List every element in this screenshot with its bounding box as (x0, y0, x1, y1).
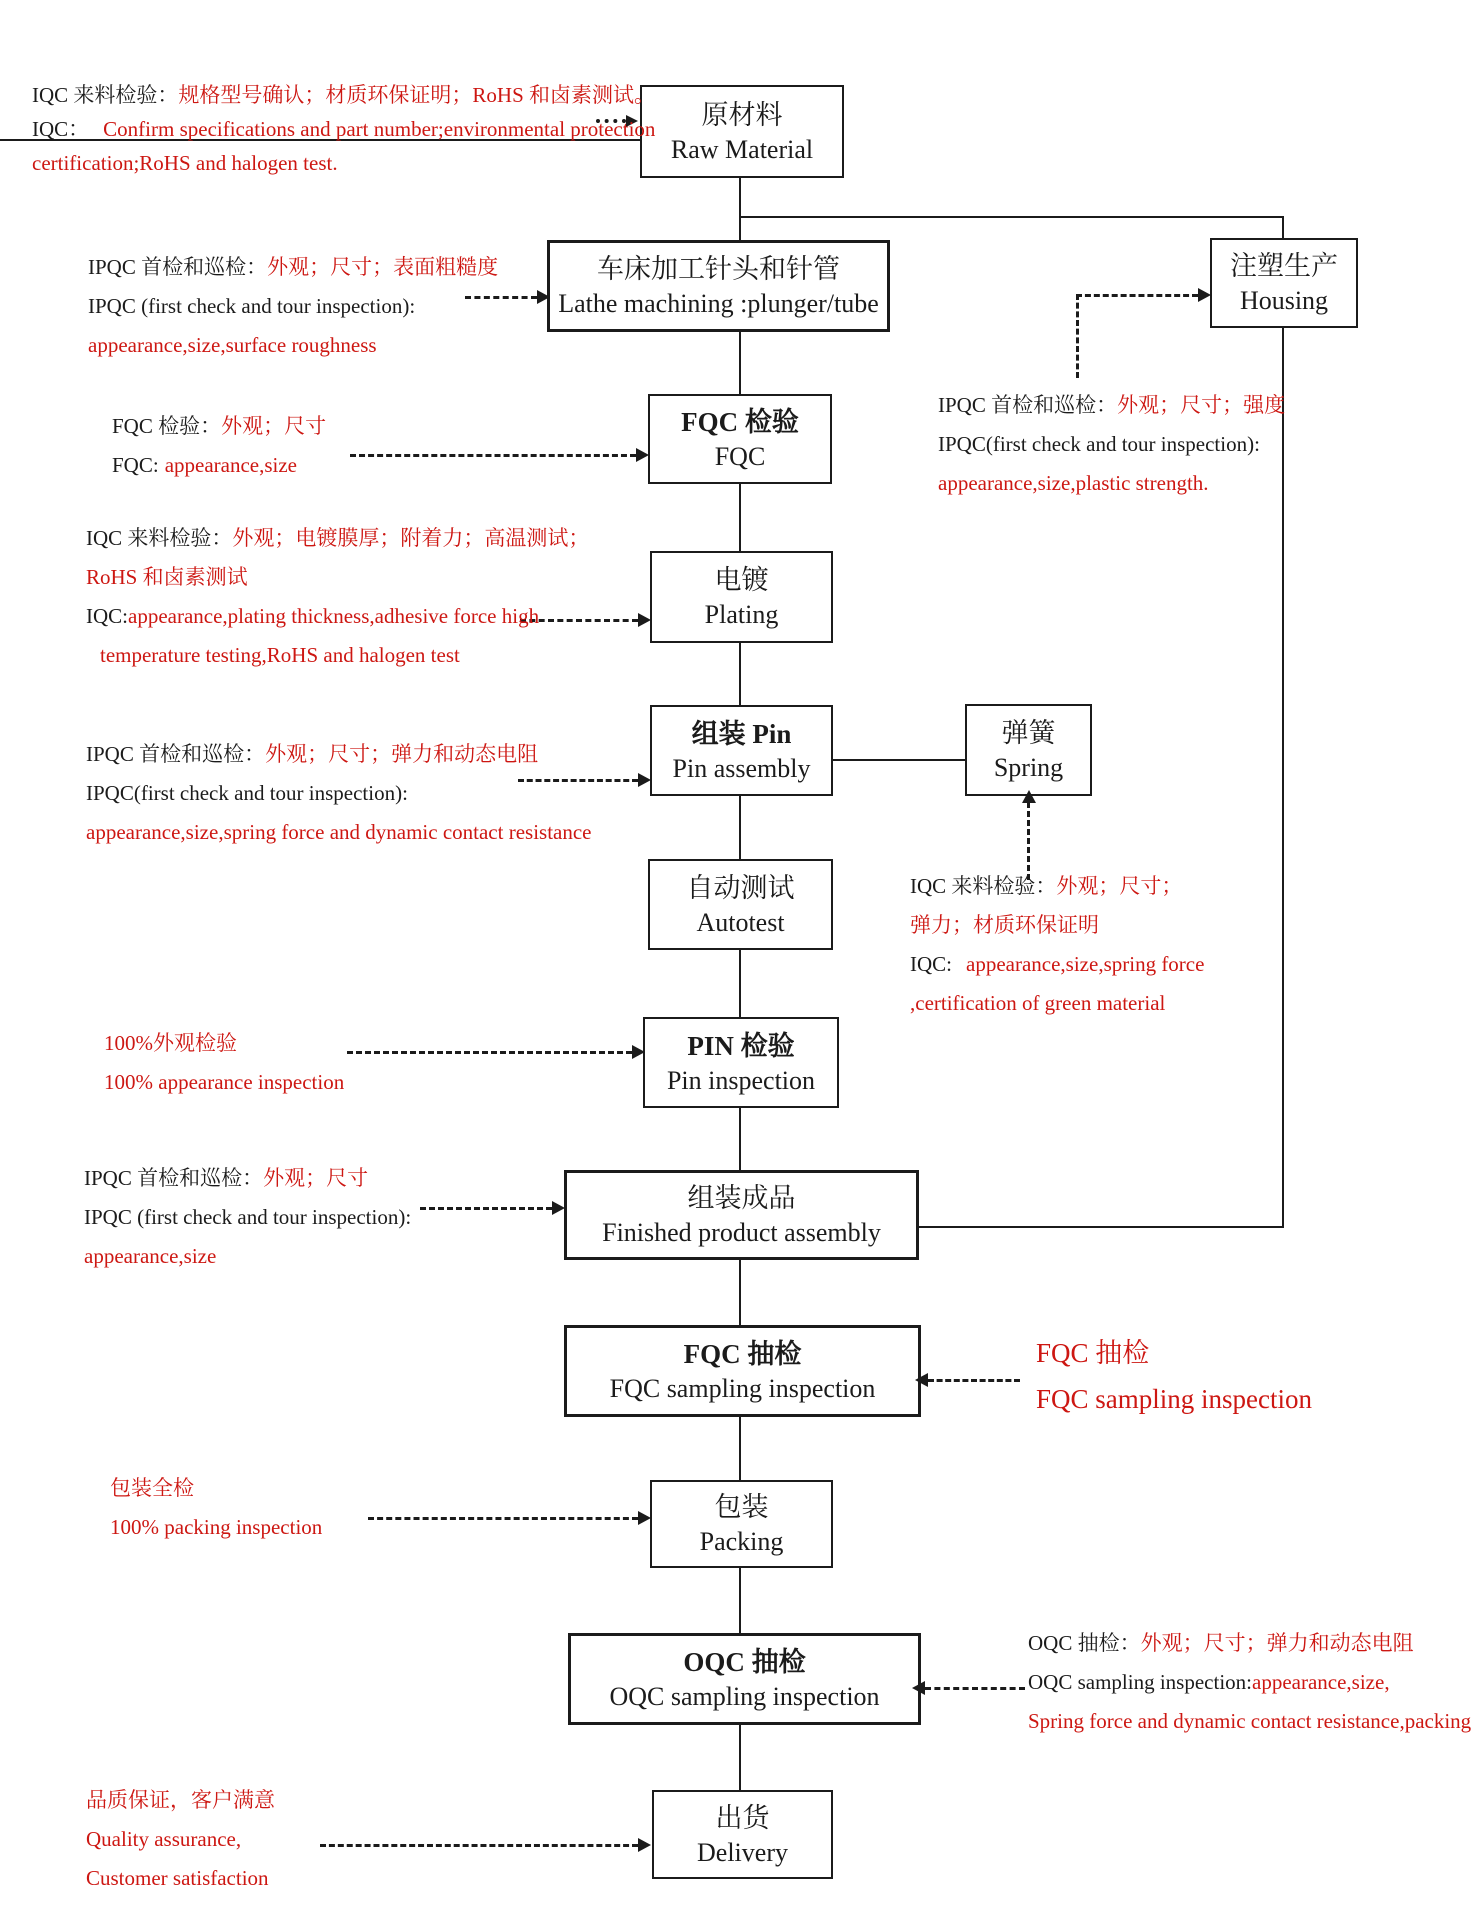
dashed-arrow-to-housing (1076, 294, 1198, 297)
connector-packing-to-oqc (739, 1568, 741, 1633)
annotation-fqc-sampling (1036, 1330, 1312, 1422)
annotation-line: IPQC 首检和巡检：外观；尺寸 (84, 1166, 369, 1190)
annotation-line: FQC 抽检 (1036, 1338, 1150, 1368)
flow-box-pin-inspection (643, 1017, 839, 1108)
annotation-line: appearance,size (84, 1244, 217, 1268)
box-label-en: Lathe machining :plunger/tube (558, 289, 879, 318)
box-label-cn: FQC 抽检 (683, 1339, 802, 1369)
connector-autotest-to-pininspection (739, 950, 741, 1017)
annotation-line: Customer satisfaction (86, 1866, 269, 1890)
connector-pininspection-to-finished (739, 1108, 741, 1170)
annotation-ipqc-finished (84, 1159, 411, 1276)
connector-housing-to-finished (919, 1226, 1284, 1228)
box-label-en: Finished product assembly (602, 1218, 881, 1247)
box-label-en: Spring (993, 753, 1064, 782)
annotation-line: Spring force and dynamic contact resistance,packing (1028, 1709, 1472, 1733)
annotation-ipqc-lathe (88, 248, 498, 365)
annotation-line: IPQC(first check and tour inspection): (938, 432, 1260, 456)
annotation-line: 100% appearance inspection (104, 1070, 345, 1094)
annotation-line: temperature testing,RoHS and halogen test (100, 643, 460, 667)
box-label-en: Pin inspection (666, 1065, 816, 1095)
annotation-fqc-check (112, 407, 326, 485)
annotation-line: certification;RoHS and halogen test. (32, 151, 338, 175)
dashed-arrow-to-pin-inspection (347, 1051, 632, 1054)
box-label-en: Pin assembly (672, 753, 811, 783)
box-label-cn: 原材料 (701, 99, 783, 130)
flow-box-pin-assembly (650, 705, 833, 796)
annotation-line: IQC 来料检验：外观；尺寸； (910, 874, 1183, 898)
flow-box-fqc (648, 394, 832, 484)
box-label-cn: PIN 检验 (687, 1030, 795, 1061)
connector-fqc-to-plating (739, 484, 741, 551)
dashed-arrow-to-packing (368, 1517, 638, 1520)
box-label-cn: 电镀 (714, 565, 769, 595)
box-label-en: FQC sampling inspection (609, 1374, 876, 1403)
annotation-line: 100%外观检验 (104, 1031, 237, 1055)
annotation-line: IPQC 首检和巡检：外观；尺寸；弹力和动态电阻 (86, 742, 539, 766)
annotation-line: IPQC 首检和巡检：外观；尺寸；表面粗糙度 (88, 255, 499, 279)
annotation-ipqc-housing (938, 386, 1285, 503)
box-label-en: Delivery (697, 1837, 788, 1867)
box-label-cn: 包装 (714, 1492, 769, 1522)
flow-box-raw-material (640, 85, 844, 178)
annotation-line: 弹力；材质环保证明 (910, 913, 1099, 937)
dashed-arrow-to-fqc-sampling (928, 1379, 1020, 1382)
box-label-en: Packing (699, 1527, 784, 1556)
flow-box-delivery (652, 1790, 833, 1879)
annotation-line: IQC： Confirm specifications and part number;environmental protection (32, 117, 656, 141)
dashed-arrow-to-finished-assembly (420, 1207, 552, 1210)
connector-raw-to-lathe (739, 178, 741, 240)
connector-lathe-to-fqc (739, 332, 741, 394)
box-label-cn: 出货 (715, 1802, 770, 1833)
annotation-line: IQC: appearance,size,spring force (910, 952, 1205, 976)
dashed-arrow-to-delivery (320, 1844, 638, 1847)
connector-plating-to-pin (739, 643, 741, 705)
annotation-oqc-sampling (1028, 1624, 1471, 1741)
annotation-100-appearance (104, 1024, 344, 1102)
box-label-en: Autotest (696, 907, 785, 937)
dashed-line-housing-v (1076, 294, 1079, 378)
connector-branch-to-housing-v (1282, 216, 1284, 238)
connector-pin-to-autotest (739, 796, 741, 859)
annotation-line: IQC:appearance,plating thickness,adhesive force high (86, 604, 540, 628)
annotation-line: Quality assurance, (86, 1827, 242, 1851)
annotation-line: RoHS 和卤素测试 (86, 565, 248, 589)
annotation-line: 包装全检 (110, 1476, 194, 1500)
annotation-iqc-raw-material (32, 78, 655, 180)
dashed-arrow-to-oqc-sampling (925, 1687, 1025, 1690)
annotation-line: IPQC (first check and tour inspection): (84, 1205, 412, 1229)
annotation-line: OQC 抽检：外观；尺寸；弹力和动态电阻 (1028, 1631, 1414, 1655)
annotation-line: IPQC(first check and tour inspection): (86, 781, 408, 805)
annotation-line: appearance,size,surface roughness (88, 333, 377, 357)
annotation-line: IPQC (first check and tour inspection): (88, 294, 416, 318)
connector-finished-to-fqcsampling (739, 1260, 741, 1325)
connector-pin-to-spring (833, 759, 965, 761)
box-label-en: Housing (1239, 286, 1329, 315)
box-label-cn: 车床加工针头和针管 (597, 254, 840, 284)
flow-box-autotest (648, 859, 833, 950)
annotation-line: IQC 来料检验：外观；电镀膜厚；附着力；高温测试； (86, 526, 590, 550)
annotation-line: IPQC 首检和巡检：外观；尺寸；强度 (938, 393, 1286, 417)
annotation-line: appearance,size,plastic strength. (938, 471, 1209, 495)
annotation-line: OQC sampling inspection:appearance,size, (1028, 1670, 1390, 1694)
connector-branch-to-housing-h (739, 216, 1284, 218)
box-label-en: FQC (714, 442, 766, 471)
flow-box-lathe-machining (547, 240, 890, 332)
flow-box-packing (650, 1480, 833, 1568)
box-label-en: Plating (704, 600, 779, 629)
flow-box-plating (650, 551, 833, 643)
box-label-cn: FQC 检验 (681, 407, 799, 437)
annotation-line: 品质保证，客户满意 (86, 1788, 275, 1812)
annotation-line: ,certification of green material (910, 991, 1166, 1015)
annotation-delivery (86, 1781, 275, 1898)
annotation-iqc-plating (86, 519, 589, 675)
box-label-cn: 组装成品 (687, 1183, 796, 1213)
box-label-cn: 自动测试 (686, 872, 795, 903)
annotation-packing (110, 1469, 322, 1547)
dashed-arrow-to-fqc (350, 454, 636, 457)
box-label-cn: 弹簧 (1001, 718, 1056, 748)
flow-box-finished-assembly (564, 1170, 919, 1260)
annotation-line: FQC: appearance,size (112, 453, 298, 477)
flow-box-oqc-sampling (568, 1633, 921, 1725)
connector-oqc-to-delivery (739, 1725, 741, 1790)
annotation-line: appearance,size,spring force and dynamic contact resistance (86, 820, 592, 844)
annotation-line: IQC 来料检验：规格型号确认；材质环保证明；RoHS 和卤素测试。 (32, 83, 656, 107)
annotation-line: 100% packing inspection (110, 1515, 323, 1539)
annotation-ipqc-pin-assembly (86, 735, 592, 852)
flow-box-fqc-sampling (564, 1325, 921, 1417)
box-label-cn: OQC 抽检 (683, 1647, 806, 1677)
annotation-iqc-spring (910, 867, 1204, 1023)
box-label-cn: 注塑生产 (1230, 251, 1338, 281)
flow-box-housing (1210, 238, 1358, 328)
box-label-cn: 组装 Pin (691, 718, 792, 749)
annotation-line: FQC 检验：外观；尺寸 (112, 414, 327, 438)
annotation-line: FQC sampling inspection (1036, 1384, 1312, 1414)
box-label-en: Raw Material (670, 134, 814, 164)
box-label-en: OQC sampling inspection (609, 1682, 880, 1711)
flow-box-spring (965, 704, 1092, 796)
connector-fqcsampling-to-packing (739, 1417, 741, 1480)
